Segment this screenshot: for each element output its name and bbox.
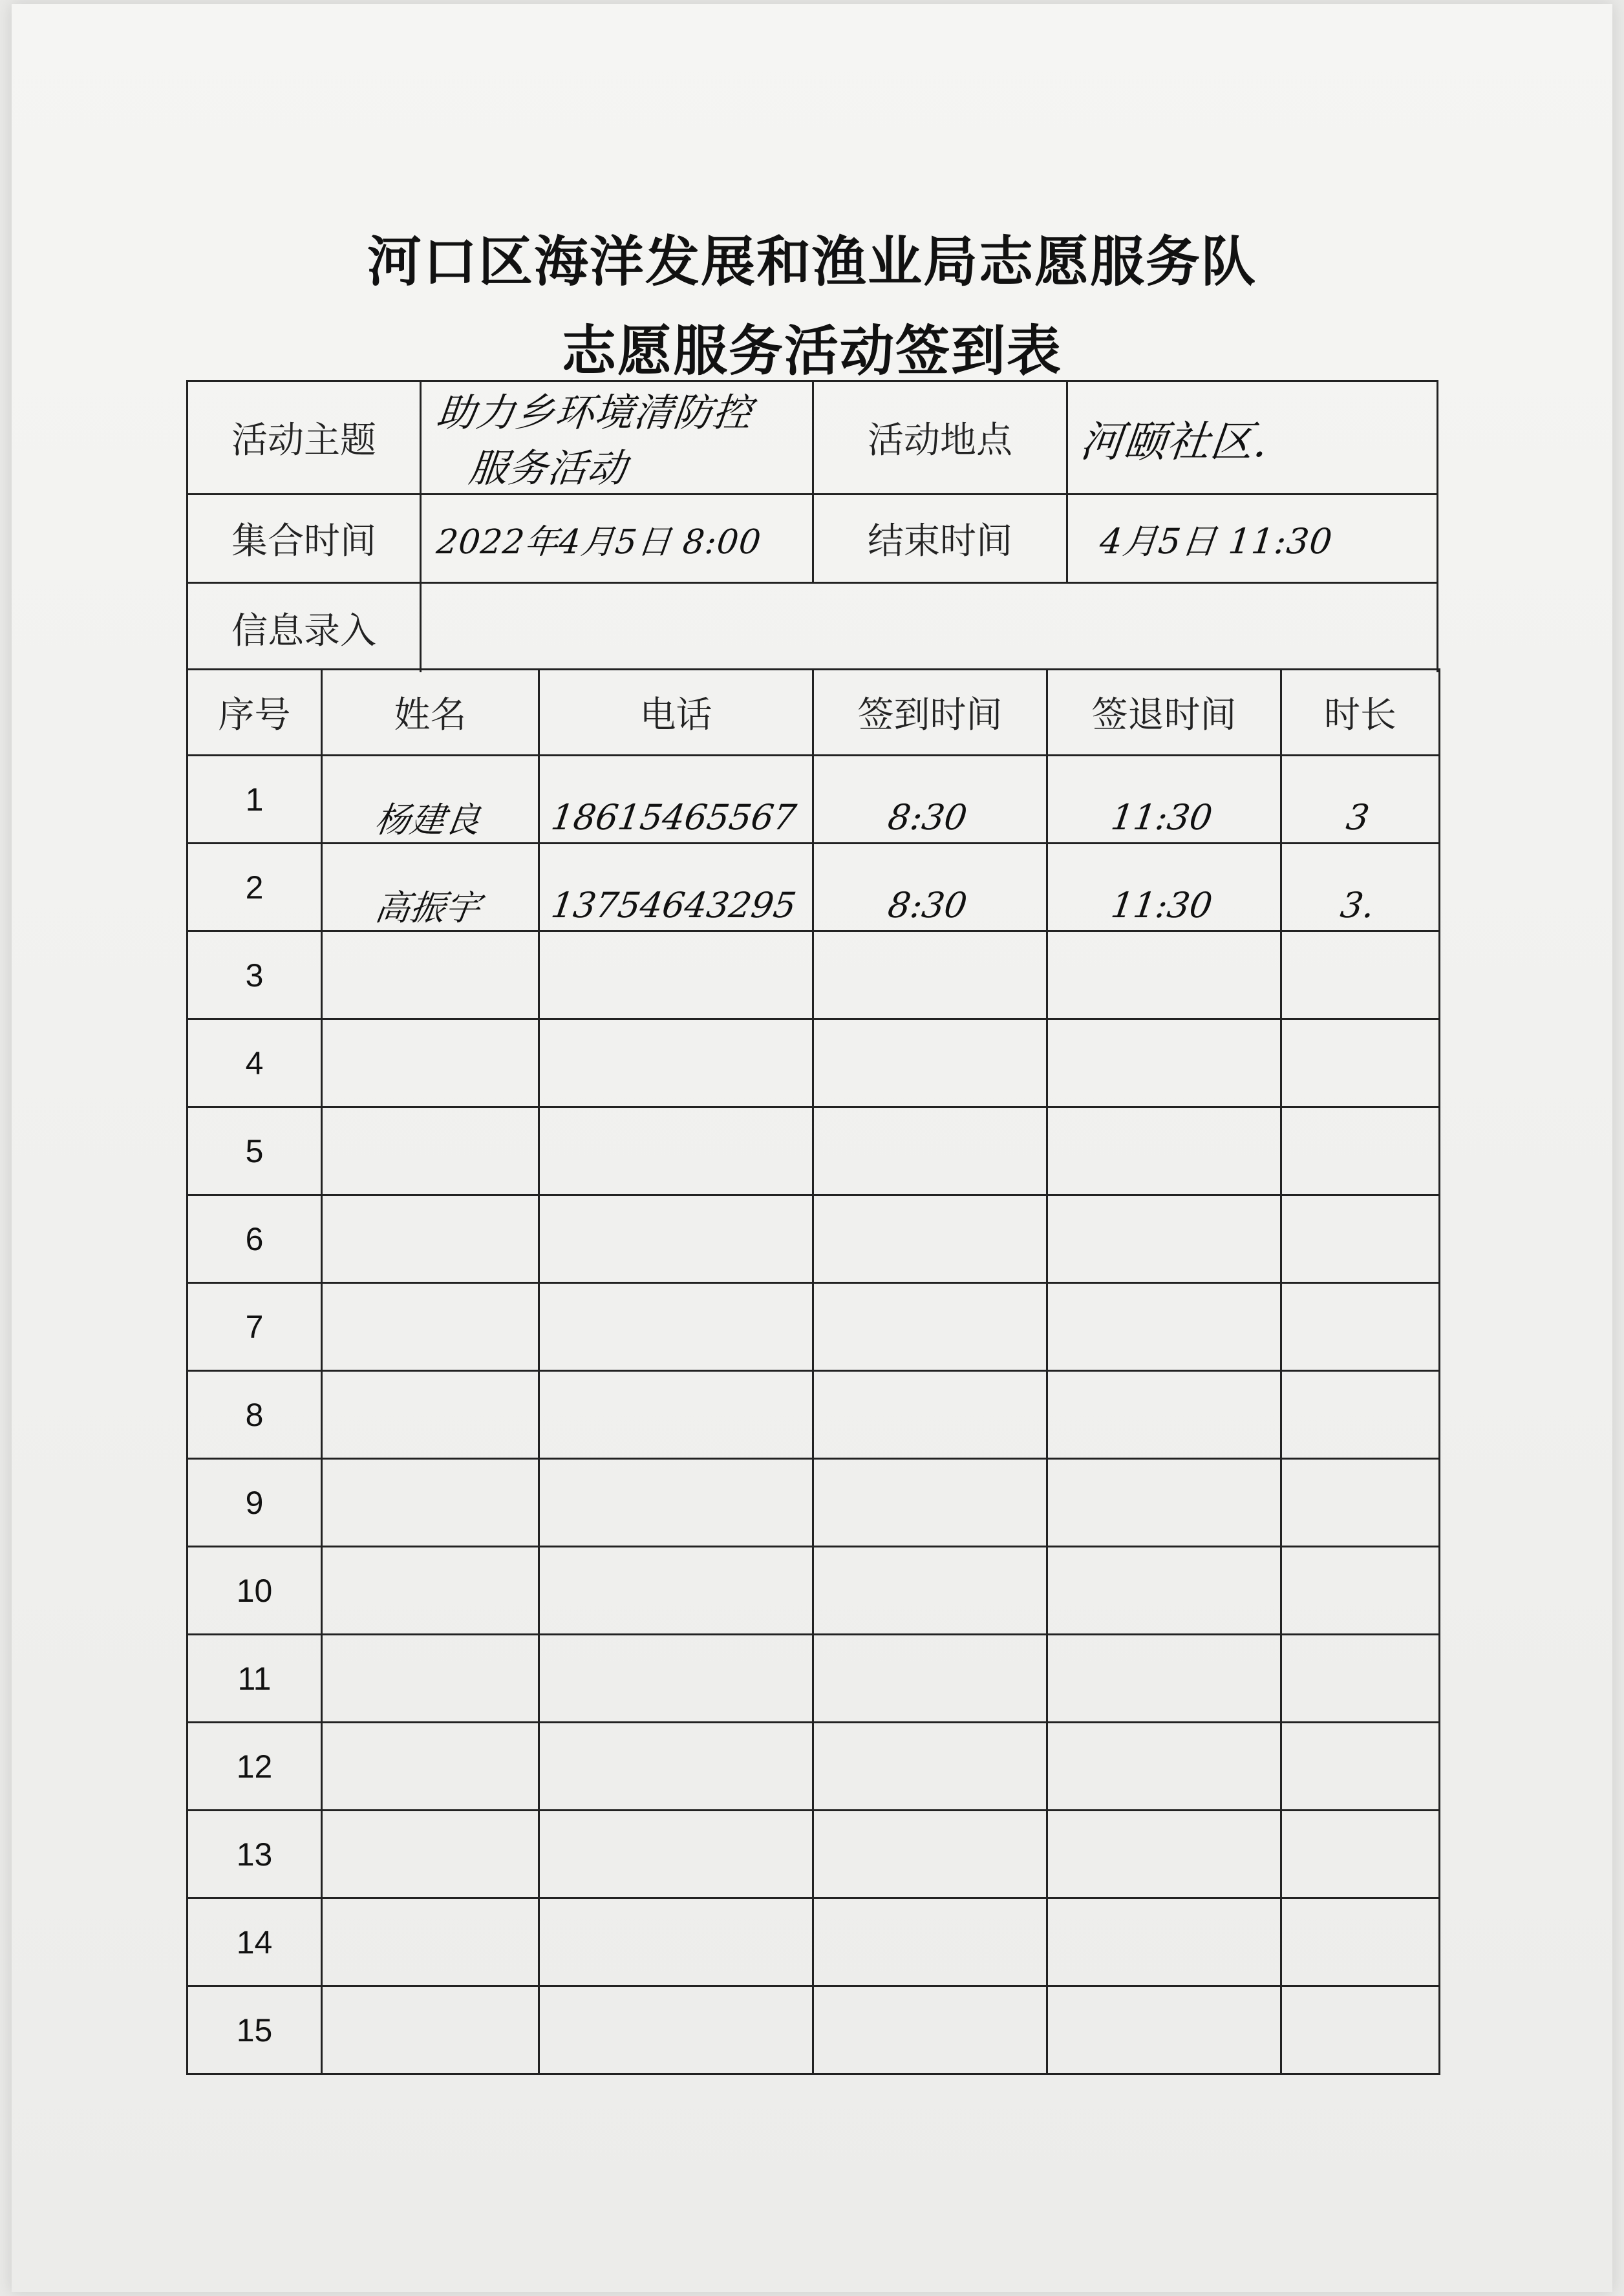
col-header-no: 序号 [187,670,322,756]
duration-cell[interactable] [1281,1898,1440,1986]
end-time-value: 4月5日 11:30 [1098,520,1335,562]
col-header-duration: 时长 [1281,670,1440,756]
phone-cell[interactable] [539,1019,813,1107]
sign-out-cell[interactable] [1047,1459,1281,1547]
name-cell[interactable] [322,1635,539,1723]
duration-cell[interactable] [1281,1811,1440,1898]
name-cell[interactable] [322,756,539,844]
sign-in-cell[interactable] [813,1283,1047,1371]
table-row [187,844,1440,931]
phone-cell-value: 18615465567 [548,797,798,838]
name-cell[interactable] [322,1898,539,1986]
duration-cell[interactable] [1281,1547,1440,1635]
sign-in-cell[interactable] [813,1898,1047,1986]
info-entry-field[interactable] [420,584,1437,672]
name-cell[interactable] [322,931,539,1019]
sign-out-cell[interactable] [1047,1107,1281,1195]
sign-out-cell[interactable] [1047,1986,1281,2074]
row-number: 13 [187,1811,322,1898]
table-row [187,1547,1440,1635]
name-cell-value: 高振宇 [372,888,483,928]
name-cell[interactable] [322,1459,539,1547]
sign-in-cell[interactable] [813,1986,1047,2074]
table-header-row [187,670,1440,756]
sign-in-cell[interactable] [813,931,1047,1019]
name-cell[interactable] [322,844,539,931]
phone-cell-value: 13754643295 [548,885,798,926]
sign-in-cell[interactable] [813,1635,1047,1723]
activity-theme-line1: 助力乡环境清防控 [434,390,755,436]
table-row [187,1195,1440,1283]
phone-cell[interactable] [539,1898,813,1986]
gather-time-label: 集合时间 [231,520,376,562]
phone-cell[interactable] [539,1195,813,1283]
sign-in-cell-value: 8:30 [885,797,970,838]
duration-cell[interactable] [1281,1283,1440,1371]
name-cell[interactable] [322,1019,539,1107]
col-header-phone: 电话 [539,670,813,756]
sign-out-cell[interactable] [1047,1195,1281,1283]
duration-cell[interactable] [1281,1723,1440,1811]
row-number: 4 [187,1019,322,1107]
activity-theme-line2: 服务活动 [466,446,630,491]
sign-out-cell-value: 11:30 [1108,885,1215,926]
row-number: 10 [187,1547,322,1635]
activity-header [186,380,1438,672]
sign-in-cell[interactable] [813,756,1047,844]
sign-out-cell[interactable] [1047,756,1281,844]
table-row [187,1635,1440,1723]
sign-in-cell[interactable] [813,844,1047,931]
end-time-label: 结束时间 [812,495,1066,582]
phone-cell[interactable] [539,1283,813,1371]
table-row [187,1107,1440,1195]
table-row [187,1811,1440,1898]
info-entry-label: 信息录入 [231,610,376,652]
sign-in-cell[interactable] [813,1547,1047,1635]
col-header-sign-out: 签退时间 [1047,670,1281,756]
phone-cell[interactable] [539,1459,813,1547]
phone-cell[interactable] [539,1723,813,1811]
activity-theme-field[interactable] [420,382,812,493]
table-row [187,1898,1440,1986]
activity-location-label: 活动地点 [812,382,1066,493]
sign-in-cell[interactable] [813,1811,1047,1898]
name-cell[interactable] [322,1107,539,1195]
table-row [187,756,1440,844]
table-row [187,931,1440,1019]
col-header-name: 姓名 [322,670,539,756]
sign-out-cell[interactable] [1047,1547,1281,1635]
form-subtitle: 志愿服务活动签到表 [561,319,1062,383]
activity-theme-label: 活动主题 [231,420,376,462]
activity-location-field[interactable] [1066,382,1437,493]
header-row-time [186,493,1438,582]
duration-cell-value: 3 [1343,797,1372,838]
duration-cell[interactable] [1281,1986,1440,2074]
row-number: 15 [187,1986,322,2074]
form-title: 河口区海洋发展和渔业局志愿服务队 [367,230,1257,293]
sign-out-cell[interactable] [1047,844,1281,931]
duration-cell[interactable] [1281,1195,1440,1283]
row-number: 6 [187,1195,322,1283]
phone-cell[interactable] [539,756,813,844]
row-number: 8 [187,1371,322,1459]
header-row-info [186,582,1438,672]
row-number: 9 [187,1459,322,1547]
duration-cell[interactable] [1281,1459,1440,1547]
sign-out-cell-value: 11:30 [1108,797,1215,838]
table-row [187,1723,1440,1811]
name-cell[interactable] [322,1811,539,1898]
col-header-sign-in: 签到时间 [813,670,1047,756]
sign-in-cell[interactable] [813,1723,1047,1811]
header-row-theme [186,380,1438,493]
sign-in-cell[interactable] [813,1371,1047,1459]
sign-in-cell[interactable] [813,1195,1047,1283]
duration-cell[interactable] [1281,756,1440,844]
duration-cell[interactable] [1281,1635,1440,1723]
duration-cell-value: 3. [1338,885,1378,926]
phone-cell[interactable] [539,1986,813,2074]
sign-out-cell[interactable] [1047,931,1281,1019]
sign-out-cell[interactable] [1047,1371,1281,1459]
sign-out-cell[interactable] [1047,1898,1281,1986]
table-row [187,1986,1440,2074]
sign-in-cell[interactable] [813,1019,1047,1107]
duration-cell[interactable] [1281,1107,1440,1195]
name-cell[interactable] [322,1986,539,2074]
phone-cell[interactable] [539,1371,813,1459]
phone-cell[interactable] [539,1635,813,1723]
duration-cell[interactable] [1281,931,1440,1019]
sign-out-cell[interactable] [1047,1019,1281,1107]
row-number: 5 [187,1107,322,1195]
sign-in-cell[interactable] [813,1107,1047,1195]
name-cell[interactable] [322,1195,539,1283]
duration-cell[interactable] [1281,1019,1440,1107]
phone-cell[interactable] [539,1107,813,1195]
row-number: 12 [187,1723,322,1811]
row-number: 3 [187,931,322,1019]
name-cell[interactable] [322,1547,539,1635]
phone-cell[interactable] [539,1811,813,1898]
table-row [187,1283,1440,1371]
phone-cell[interactable] [539,931,813,1019]
sign-out-cell[interactable] [1047,1283,1281,1371]
duration-cell[interactable] [1281,1371,1440,1459]
phone-cell[interactable] [539,844,813,931]
table-row [187,1459,1440,1547]
row-number: 7 [187,1283,322,1371]
row-number: 11 [187,1635,322,1723]
name-cell[interactable] [322,1723,539,1811]
row-number: 14 [187,1898,322,1986]
row-number: 2 [187,844,322,931]
sign-out-cell[interactable] [1047,1723,1281,1811]
row-number: 1 [187,756,322,844]
sign-in-cell[interactable] [813,1459,1047,1547]
name-cell-value: 杨建良 [372,800,483,840]
gather-time-field[interactable] [420,495,812,582]
end-time-field[interactable] [1066,495,1437,582]
name-cell[interactable] [322,1283,539,1371]
phone-cell[interactable] [539,1547,813,1635]
table-row [187,1371,1440,1459]
name-cell[interactable] [322,1371,539,1459]
duration-cell[interactable] [1281,844,1440,931]
sign-out-cell[interactable] [1047,1811,1281,1898]
sign-in-table [186,668,1440,2075]
table-row [187,1019,1440,1107]
gather-time-value: 2022年4月5日 8:00 [434,522,764,562]
sign-in-cell-value: 8:30 [885,885,970,926]
sign-out-cell[interactable] [1047,1635,1281,1723]
activity-location-value: 河颐社区. [1078,416,1271,467]
